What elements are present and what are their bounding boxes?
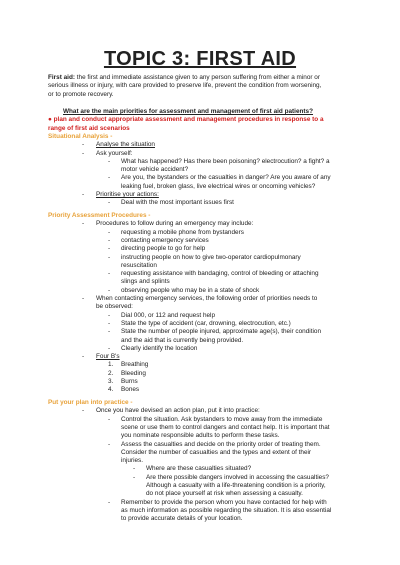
plan-item: Assess the casualties and decide on the priority order of treating them. (121, 440, 321, 448)
situational-heading: Situational Analysis - (48, 132, 113, 140)
b-item: Burns (121, 378, 138, 385)
plan-intro: Once you have devised an action plan, put it into practice: (96, 407, 260, 415)
priority-item-cont: slings and splints (121, 278, 170, 286)
deal-item: Deal with the most important issues first (121, 199, 234, 207)
plan-last-item-cont: as much information as possible regarding the situation. It is also essential (121, 506, 332, 514)
plan-item: Control the situation. Ask bystanders to move away from the immediate (121, 415, 323, 423)
contact-intro-line-1: When contacting emergency services, the following order of priorities needs to (96, 295, 318, 302)
plan-last-item: Remember to provide the person whom you have contacted for help with (121, 498, 327, 506)
priority-item: observing people who may be in a state of shock (121, 286, 260, 294)
question-1-line-1: What has happened? Has there been poisoning? electrocution? a fight? a (121, 157, 330, 165)
priority-item: requesting assistance with bandaging, control of bleeding or attaching (121, 270, 319, 278)
document-page: TOPIC 3: FIRST AID First aid: the first and immediate assistance given to any person suffering from either a minor or serious illness or injury, with care provided to preserve life, prevent the condition from worsening, or to promote recovery. What are the main priorities for assessment and management of first aid patients? ● plan and conduct appropriate assessment and management procedures in response to a range of first aid scenarios Situational Analysis - - Analyse the situation - Ask yourself: - What has happened? Has there been poisoning? electrocution? a fight? a motor vehicle accident? - Are you, the bystanders or the casualties in danger? Are you aware of any leaking fuel, broken glass, live electrical wires or oncoming vehicles? - Prioritise your actions: - Deal with the most important issues first Priority Assessment Procedures - - Procedures to follow during an emergency may include: - requesting a mobile phone from bystanders - contacting emergency services - directing people to go for help - instructing people on how to give two-operator cardiopulmonary resuscitation - requesting assistance with bandaging, control of bleeding or attaching slings and splints - observing people who may be in a state of shock - When contacting emergency services, the following order of priorities needs to be observed: - Dial 000, or 112 and request help - State the type of accident (car, drowning, electrocution, etc.) - State the number of people injured, approximate age(s), their condition and the aid that is currently being provided. - Clearly identify the location - Four B's 1. Breathing 2. Bleeding 3. Burns 4. Bones Put your plan into practice - - Once you have devised an action plan, put it into practice: - Control the situation. Ask bystanders to move away from the immediate scene or use them to control dangers and contact help. It is important that you nominate responsible adults to perform these tasks. - Assess the casualties and decide on the priority order of treating them. Consider the number of casualties and the types and extent of their injuries. - Where are these casualties situated? - Are there possible dangers involved in accessing the casualties? Although a casualty with a life-threatening condition is a priority, do not place yourself at risk when assessing a casualty. - Remember to provide the person whom you have contacted for help with as much information as possible regarding the situation. It is also essential to provide accurate details of your location. (0, 0, 400, 565)
contact-intro-line-2: be observed: (96, 303, 133, 311)
objective-line-1: ● plan and conduct appropriate assessment and management procedures in response to a (48, 116, 324, 124)
definition-line-2: serious illness or injury, with care provided to preserve life, prevent the condition from worsening, (48, 82, 322, 90)
contact-item: Dial 000, or 112 and request help (121, 311, 216, 319)
definition-term: First aid: (48, 74, 75, 81)
plan-item-cont: Consider the number of casualties and the types and extent of their (121, 448, 312, 456)
plan-sub-item: Are there possible dangers involved in accessing the casualties? (146, 473, 329, 481)
plan-sub-item: Where are these casualties situated? (146, 465, 252, 473)
priority-item: contacting emergency services (121, 236, 209, 244)
plan-item-cont: scene or use them to control dangers and contact help. It is important that (121, 423, 330, 431)
priority-item: directing people to go for help (121, 245, 206, 253)
contact-item-cont: and the aid that is currently being provided. (121, 336, 244, 344)
plan-sub-item-cont: do not place yourself at risk when assessing a casualty. (146, 490, 303, 498)
question-2-line-2: leaking fuel, broken glass, live electrical wires or oncoming vehicles? (121, 182, 316, 190)
objective-line-2: range of first aid scenarios (48, 124, 130, 132)
contact-item: State the number of people injured, approximate age(s), their condition (121, 328, 322, 336)
four-bs-heading: Four B's (96, 353, 120, 361)
ask-item: Ask yourself: (96, 149, 133, 157)
plan-item-cont: injuries. (121, 457, 144, 465)
key-question: What are the main priorities for assessment and management of first aid patients? (63, 108, 314, 115)
priority-heading: Priority Assessment Procedures - (48, 212, 151, 219)
contact-item: Clearly identify the location (121, 344, 198, 352)
priority-item: instructing people on how to give two-operator cardiopulmonary (121, 253, 301, 261)
analyse-item: Analyse the situation (96, 141, 155, 149)
page-title: TOPIC 3: FIRST AID (103, 48, 297, 70)
definition-line-1: First aid: the first and immediate assistance given to any person suffering from either a minor or (48, 74, 320, 81)
b-item: Bones (121, 386, 140, 394)
question-2-line-1: Are you, the bystanders or the casualties in danger? Are you aware of any (121, 174, 331, 182)
priority-item: requesting a mobile phone from bystanders (121, 228, 244, 236)
b-item: Bleeding (121, 369, 146, 377)
plan-last-item-cont: to provide accurate details of your location. (121, 515, 243, 523)
priority-intro: Procedures to follow during an emergency may include: (96, 220, 254, 228)
priority-item-cont: resuscitation (121, 261, 157, 269)
b-item: Breathing (121, 361, 149, 369)
question-1-line-2: motor vehicle accident? (121, 166, 189, 174)
plan-sub-item-cont: Although a casualty with a life-threatening condition is a priority, (146, 482, 326, 489)
plan-item-cont: you nominate responsible adults to perform these tasks. (121, 432, 280, 440)
prioritise-item: Prioritise your actions: (96, 191, 159, 198)
contact-item: State the type of accident (car, drowning, electrocution, etc.) (121, 319, 291, 327)
definition-line-3: or to promote recovery. (48, 90, 114, 98)
plan-heading: Put your plan into practice - (48, 399, 133, 406)
